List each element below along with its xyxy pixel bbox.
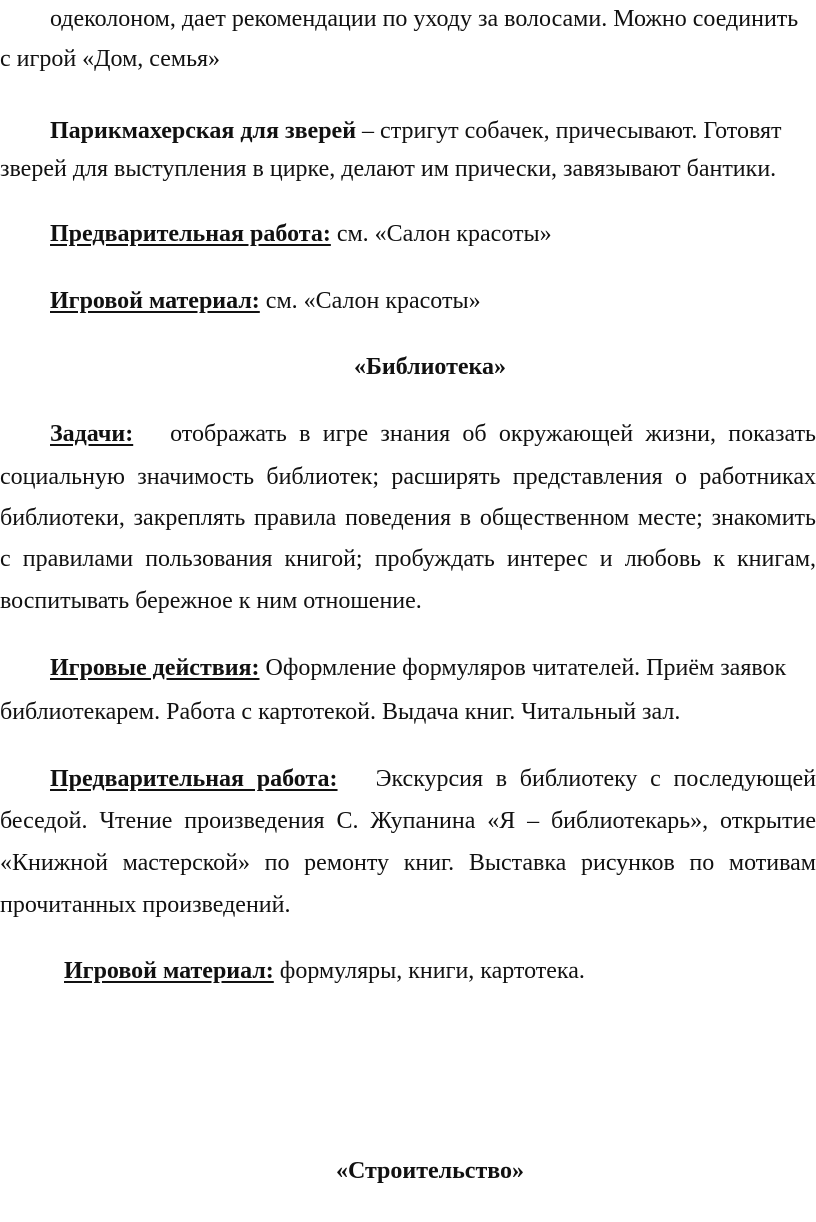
paragraph-game-actions: [50, 653, 816, 683]
paragraph-game-material: [50, 286, 816, 316]
field-label: Предварительная работа:: [50, 766, 338, 792]
paragraph-animal-salon: [50, 116, 816, 146]
text-run: формуляры, книги, картотека.: [273, 958, 585, 984]
text-run: Оформление формуляров читателей. Приём заявок: [259, 655, 787, 681]
text-line: прочитанных произведений.: [0, 892, 291, 918]
text-line: библиотеки, закреплять правила поведения в общественном месте; знакомить: [0, 505, 816, 531]
text-run: – стригут собачек, причесывают. Готовят: [356, 118, 782, 144]
text-line: «Книжной мастерской» по ремонту книг. Выставка рисунков по мотивам: [0, 850, 816, 876]
text-line: социальную значимость библиотек; расширять представления о работниках: [0, 464, 816, 490]
text-line: с правилами пользования книгой; пробуждать интерес и любовь к книгам,: [0, 546, 816, 572]
field-label: Задачи:: [50, 421, 134, 447]
text-line: библиотекарем. Работа с картотекой. Выдача книг. Читальный зал.: [0, 699, 681, 725]
paragraph-tasks: [50, 419, 816, 449]
text-run: см. «Салон красоты»: [330, 221, 552, 247]
paragraph-game-material-library: [64, 956, 816, 986]
text-line: зверей для выступления в цирке, делают им прически, завязывают бантики.: [0, 156, 777, 182]
field-label: Игровые действия:: [50, 655, 260, 681]
text-run: Экскурсия в библиотеку с последующей: [375, 766, 816, 792]
text-line: воспитывать бережное к ним отношение.: [0, 588, 422, 614]
text-line: одеколоном, дает рекомендации по уходу за волосами. Можно соединить: [50, 6, 799, 32]
paragraph-prep-work-library: [50, 764, 816, 794]
section-heading: «Строительство»: [335, 1158, 525, 1184]
field-label: Игровой материал:: [64, 958, 274, 984]
field-label: Предварительная работа:: [50, 221, 331, 247]
term-label: Парикмахерская для зверей: [50, 118, 357, 144]
section-heading: «Библиотека»: [354, 354, 506, 380]
text-line: беседой. Чтение произведения С. Жупанина «Я – библиотекарь», открытие: [0, 808, 816, 834]
text-run: см. «Салон красоты»: [259, 288, 481, 314]
text-run: отображать в игре знания об окружающей жизни, показать: [170, 421, 816, 447]
text-line: с игрой «Дом, семья»: [0, 46, 221, 72]
paragraph-prep-work: [50, 219, 816, 249]
field-label: Игровой материал:: [50, 288, 260, 314]
